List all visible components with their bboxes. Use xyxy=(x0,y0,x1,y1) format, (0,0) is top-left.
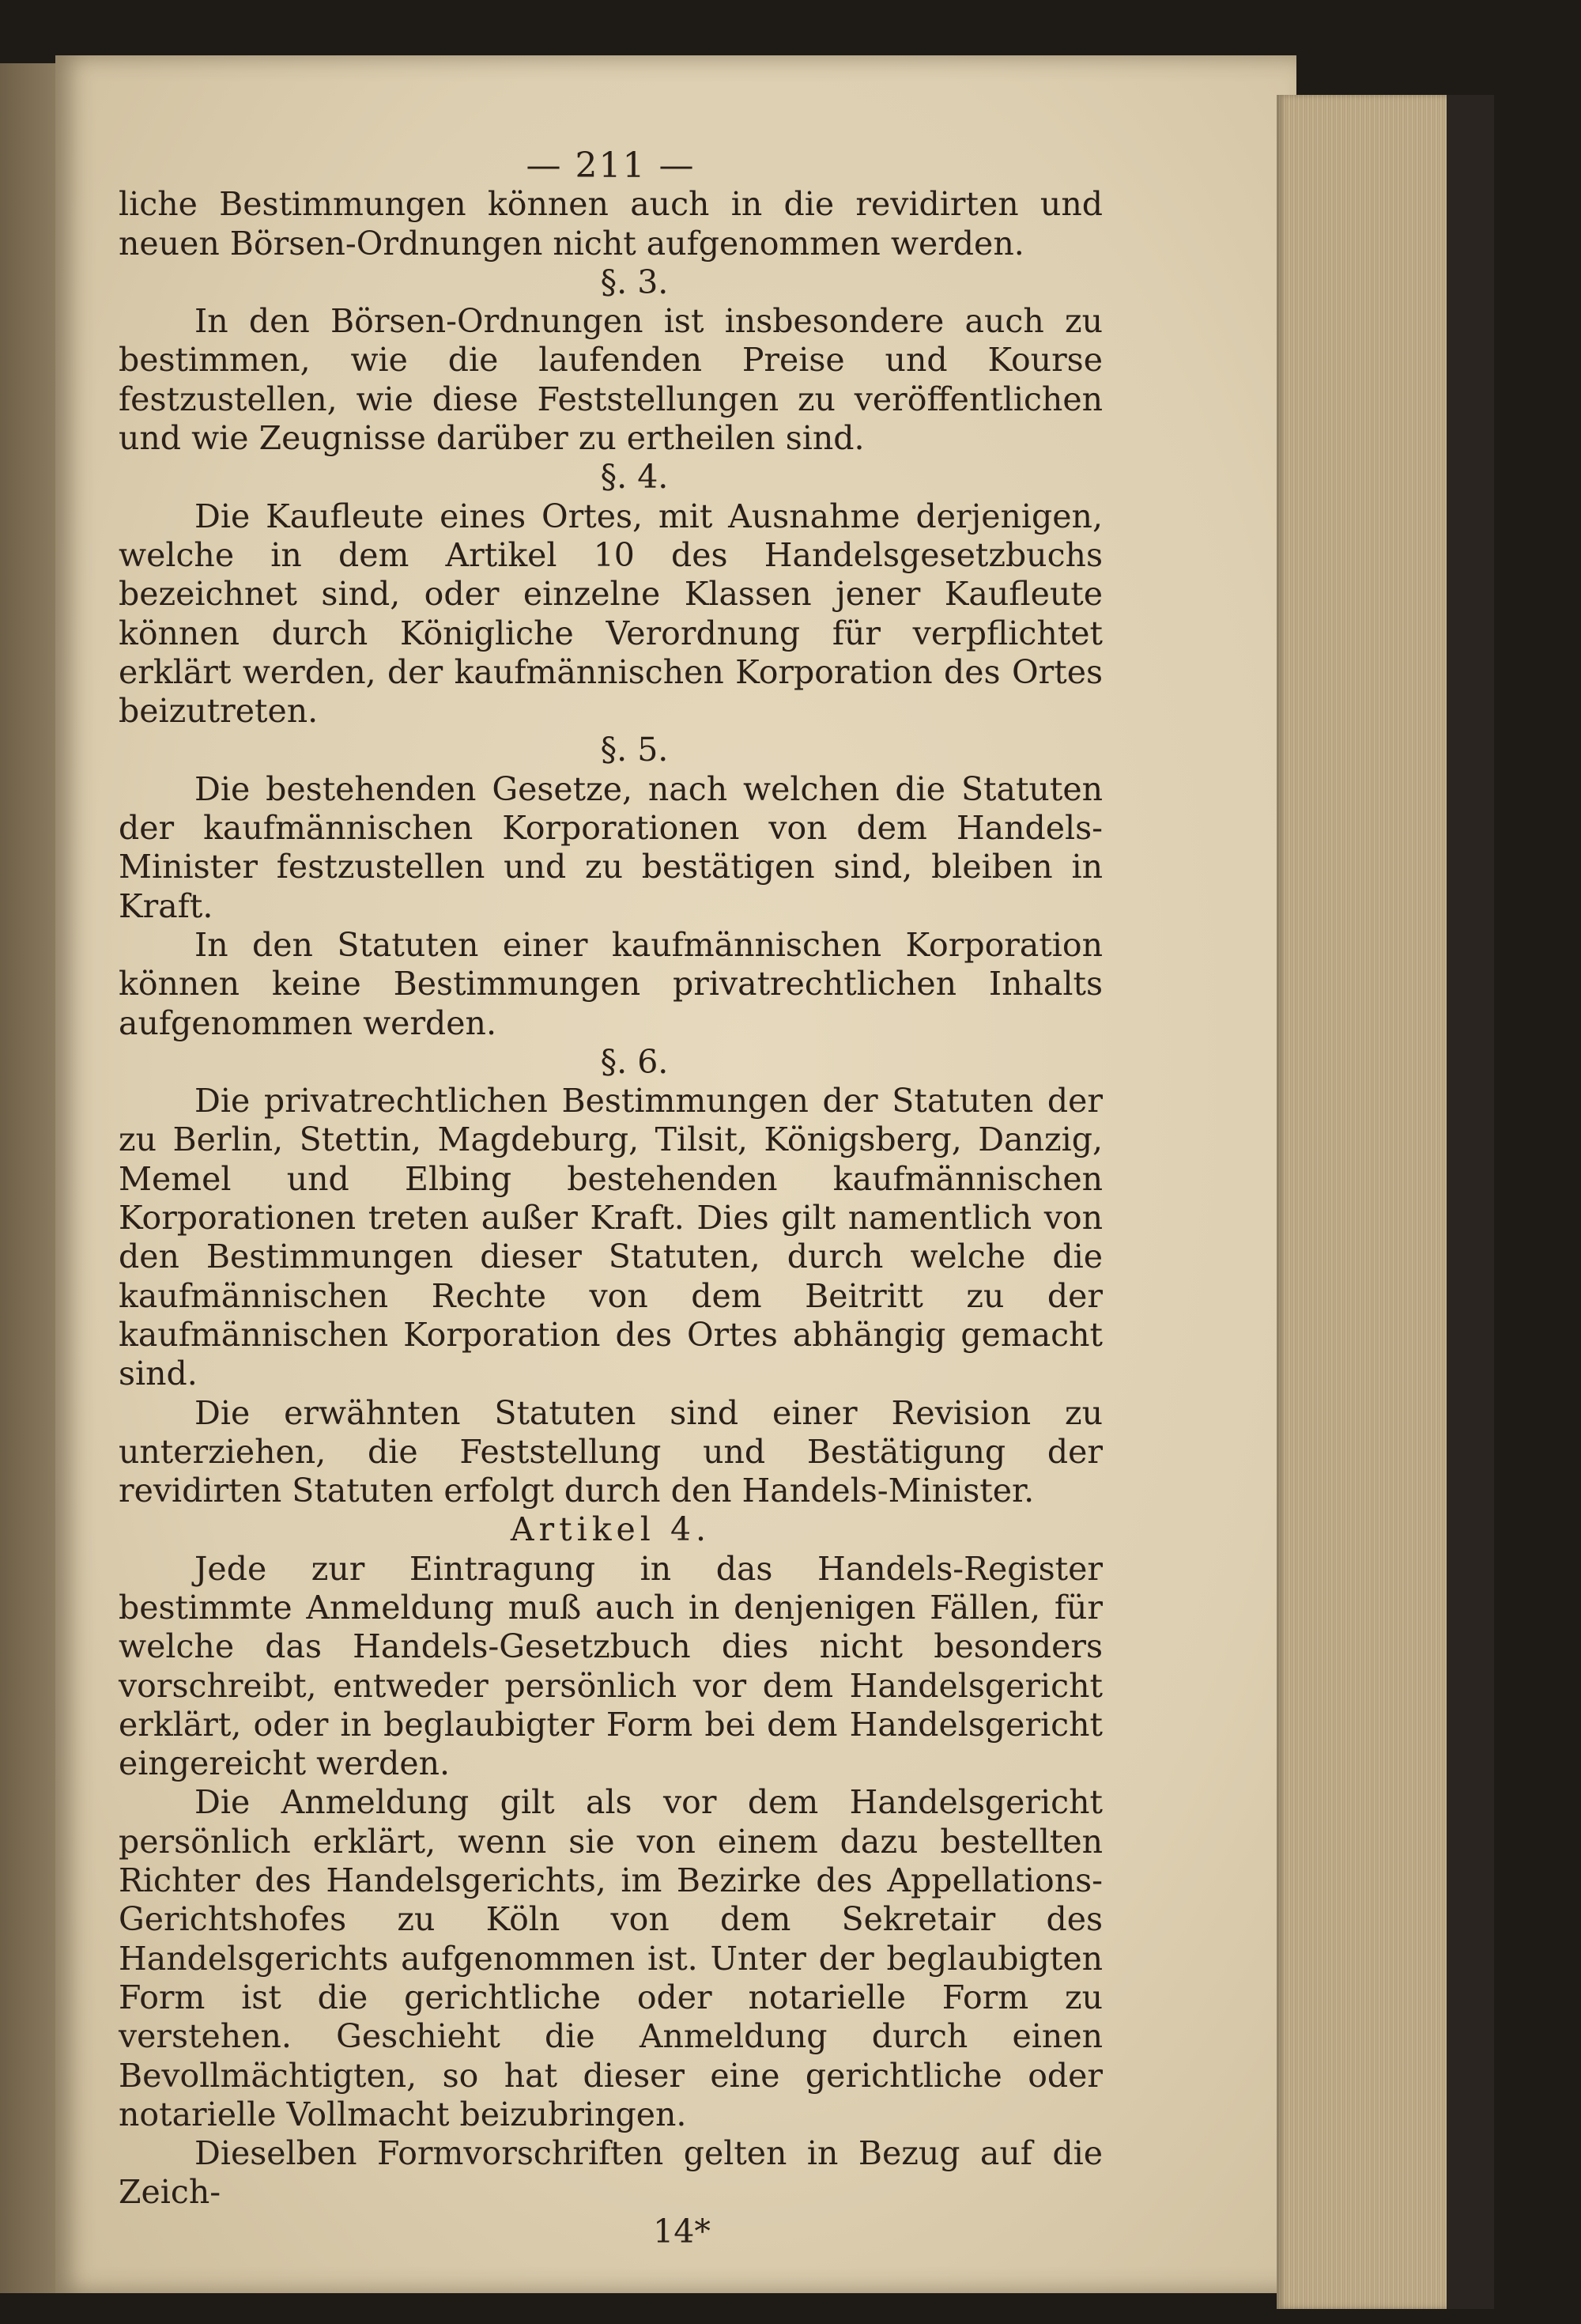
paragraph-section-6a: Die privatrechtlichen Bestimmungen der Statuten der zu Berlin, Stettin, Magdeburg, Tilsit, Königsberg, Danzig, Memel und Elbing bestehenden kaufmännischen Korporationen treten außer Kraft. Dies gilt namentlich von den Bestimmungen dieser Statuten, durch welche die kaufmännischen Rechte von dem Beitritt zu der kaufmännischen Korporation des Ortes abhängig gemacht sind. xyxy=(119,1082,1103,1393)
paragraph-article-4-3: Dieselben Formvorschriften gelten in Bezug auf die Zeich- xyxy=(119,2134,1103,2212)
book-cover-edge xyxy=(1447,95,1494,2309)
section-6-heading: §. 6. xyxy=(600,1042,669,1081)
page-number-header: — 211 — xyxy=(526,145,696,186)
section-3-heading: §. 3. xyxy=(600,263,669,301)
section-4-heading: §. 4. xyxy=(600,458,669,497)
paragraph-section-3: In den Börsen-Ordnungen ist insbesondere auch zu bestimmen, wie die laufenden Preise und Kourse festzustellen, wie diese Feststellungen zu veröffentlichen und wie Zeugnisse darüber zu ertheilen sind. xyxy=(119,302,1103,458)
paragraph-section-4: Die Kaufleute eines Ortes, mit Ausnahme derjenigen, welche in dem Artikel 10 des Handelsgesetzbuchs bezeichnet sind, oder einzelne Klassen jener Kaufleute können durch Königliche Verordnung für verpflichtet erklärt werden, der kaufmännischen Korporation des Ortes beizutreten. xyxy=(119,497,1103,731)
article-4-heading: Artikel 4. xyxy=(510,1510,711,1549)
paragraph-article-4-1: Jede zur Eintragung in das Handels-Register bestimmte Anmeldung muß auch in denjenigen Fällen, für welche das Handels-Gesetzbuch dies nicht besonders vorschreibt, entweder persönlich vor dem Handelsgericht erklärt, oder in beglaubigter Form bei dem Handelsgericht eingereicht werden. xyxy=(119,1549,1103,1783)
paragraph-article-4-2: Die Anmeldung gilt als vor dem Handelsgericht persönlich erklärt, wenn sie von einem dazu bestellten Richter des Handelsgerichts, im Bezirke des Appellations-Gerichtshofes zu Köln von dem Sekretair des Handelsgerichts aufgenommen ist. Unter der beglaubigten Form ist die gerichtliche oder notarielle Form zu verstehen. Geschieht die Anmeldung durch einen Bevollmächtigten, so hat dieser eine gerichtliche oder notarielle Vollmacht beizubringen. xyxy=(119,1783,1103,2133)
signature-mark: 14* xyxy=(653,2212,711,2250)
paragraph-intro: liche Bestimmungen können auch in die revidirten und neuen Börsen-Ordnungen nicht aufgenommen werden. xyxy=(119,185,1103,263)
page-stack-edge xyxy=(1277,95,1458,2309)
page-text xyxy=(119,146,1103,2251)
paragraph-section-5b: In den Statuten einer kaufmännischen Korporation können keine Bestimmungen privatrechtlichen Inhalts aufgenommen werden. xyxy=(119,925,1103,1042)
paragraph-section-6b: Die erwähnten Statuten sind einer Revision zu unterziehen, die Feststellung und Bestätigung der revidirten Statuten erfolgt durch den Handels-Minister. xyxy=(119,1393,1103,1510)
section-5-heading: §. 5. xyxy=(600,731,669,769)
paragraph-section-5a: Die bestehenden Gesetze, nach welchen die Statuten der kaufmännischen Korporationen von dem Handels-Minister festzustellen und zu bestätigen sind, bleiben in Kraft. xyxy=(119,769,1103,925)
